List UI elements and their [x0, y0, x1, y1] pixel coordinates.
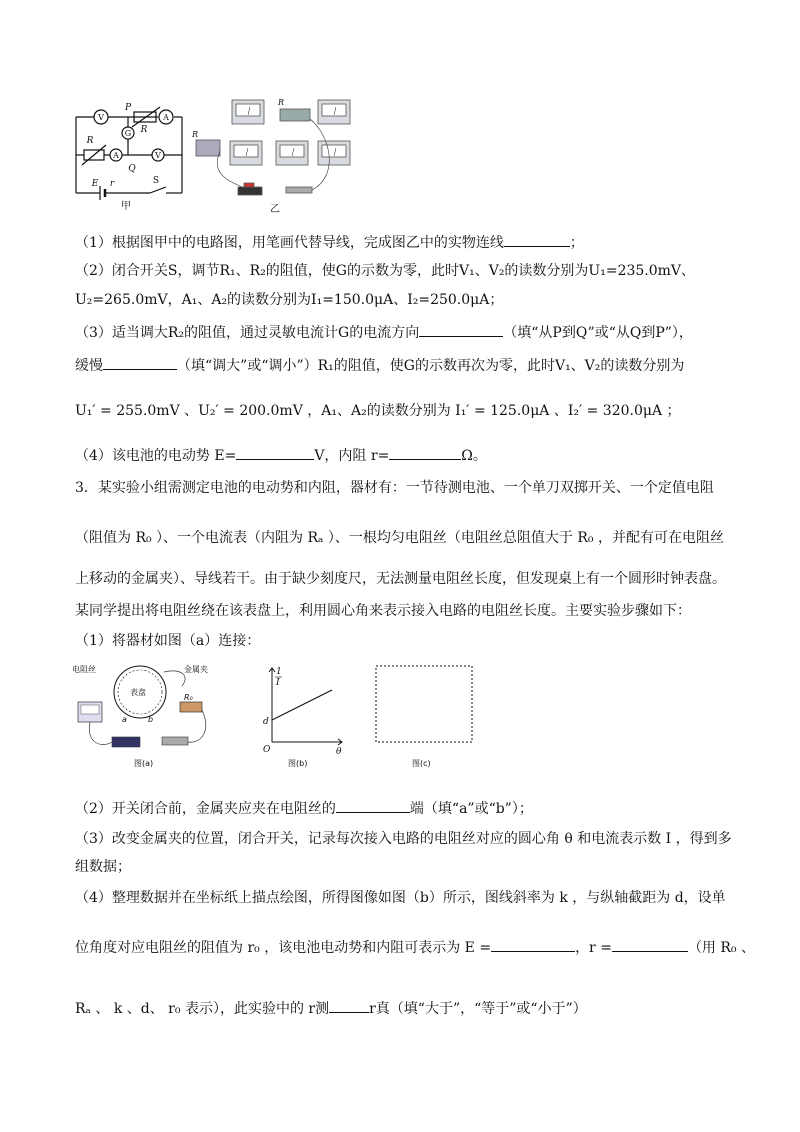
label-clip: 金属夹 — [184, 665, 208, 674]
caption-yi: 乙 — [270, 204, 280, 215]
q3-text-a: （3）适当调大R₂的阻值，通过灵敏电流计G的电流方向 — [75, 325, 420, 341]
q3-line-2 — [75, 355, 684, 376]
q1-text: （1）根据图甲中的电路图，用笔画代替导线，完成图乙中的实物连线 — [75, 235, 504, 251]
p3-line-3: 上移动的金属夹）、导线若干。由于缺少刻度尺，无法测量电阻丝长度，但发现桌上有一个圆形时钟表盘。 — [75, 571, 726, 587]
p3-line-5: （1）将器材如图（a）连接： — [75, 633, 261, 649]
switch-s-label: S — [152, 176, 160, 186]
q1-end: ； — [569, 235, 584, 251]
step4-text-d: Rₐ 、 k 、d、 r₀ 表示），此实验中的 r测 — [75, 1001, 330, 1017]
q2-line-2: U₂=265.0mV，A₁、A₂的读数分别为I₁=150.0μA、I₂=250.0μA； — [75, 292, 504, 308]
galvanometer-g-label: G — [124, 129, 132, 138]
origin-label: O — [263, 745, 271, 755]
step4-r-blank[interactable] — [612, 937, 688, 952]
p3-line-4: 某同学提出将电阻丝绕在该表盘上，利用圆心角来表示接入电路的电阻丝长度。主要实验步骤如下： — [75, 603, 691, 619]
step4-emf-blank[interactable] — [491, 937, 575, 952]
step2-blank[interactable] — [336, 798, 410, 813]
q3-direction-blank[interactable] — [419, 322, 503, 337]
step4-text-e: r真（填“大于”，“等于”或“小于”） — [369, 1001, 587, 1017]
p3-step4-line2 — [75, 937, 755, 958]
q3-text-c: 缓慢 — [75, 358, 103, 374]
q4-line — [75, 445, 487, 466]
q2-line-1: （2）闭合开关S，调节R₁、R₂的阻值，使G的示数为零，此时V₁、V₂的读数分别为U₁=235.0mV、 — [75, 263, 696, 279]
q4-text-b: V，内阻 r= — [314, 448, 390, 464]
r2-box-label: R — [278, 98, 285, 107]
q3-text-d: （填“调大”或“调小”）R₁的阻值，使G的示数再次为零，此时V₁、V₂的读数分别为 — [177, 358, 685, 374]
q3-text-b: （填“从P到Q”或“从Q到P”）， — [503, 325, 693, 341]
resistance-r-label: r — [109, 179, 115, 189]
x-axis-theta-label: θ — [336, 747, 342, 757]
q4-text-c: Ω。 — [461, 448, 487, 464]
q3-line-1 — [75, 322, 693, 343]
apparatus-photo-yi — [190, 95, 360, 215]
circuit-diagram-jia — [70, 95, 190, 210]
voltmeter-v2-label: V — [155, 151, 161, 160]
p3-step2 — [75, 798, 533, 819]
q1-line — [75, 232, 584, 253]
q4-emf-blank[interactable] — [236, 445, 314, 460]
intercept-d-label: d — [263, 717, 269, 727]
y-axis-numerator: 1 — [276, 667, 282, 677]
label-wire: 电阻丝 — [72, 665, 96, 674]
step2-text-a: （2）开关闭合前，金属夹应夹在电阻丝的 — [75, 801, 336, 817]
ammeter-a-label: A — [163, 113, 169, 122]
caption-c: 图(c) — [412, 759, 431, 768]
p3-step3-line1: （3）改变金属夹的位置，闭合开关，记录每次接入电路的电阻丝对应的圆心角 θ 和电流表示数 I ，得到多 — [75, 831, 732, 847]
caption-a: 图(a) — [134, 759, 154, 768]
p3-line-1: 3．某实验小组需测定电池的电动势和内阻，器材有：一节待测电池、一个单刀双掷开关、一个定值电阻 — [75, 480, 714, 496]
p3-step4-line3 — [75, 998, 587, 1019]
label-r0: R₀ — [184, 693, 193, 702]
caption-jia: 甲 — [121, 201, 131, 210]
step4-text-b: ，r = — [575, 940, 612, 956]
p3-line-2: （阻值为 R₀ ）、一个电流表（内阻为 Rₐ ）、一根均匀电阻丝（电阻丝总阻值大于 R₀ ，并配有可在电阻丝 — [75, 530, 724, 546]
r1-label: R — [86, 136, 94, 146]
r1-box-label: R — [192, 130, 199, 139]
q3-line-3: U₁′ = 255.0mV 、U₂′ = 200.0mV ，A₁、A₂的读数分别为 I₁′ = 125.0μA 、I₂′ = 320.0μA ； — [75, 403, 681, 419]
figure-c-blank-grid — [372, 662, 482, 772]
q1-answer-blank[interactable] — [504, 232, 570, 247]
q4-resistance-blank[interactable] — [389, 445, 461, 460]
node-p-label: P — [124, 103, 132, 113]
label-end-a: a — [122, 715, 127, 724]
q4-text-a: （4）该电池的电动势 E= — [75, 448, 237, 464]
p3-step4-line1: （4）整理数据并在坐标纸上描点绘图，所得图像如图（b）所示，图线斜率为 k ，与纵轴截距为 d，设单 — [75, 890, 726, 906]
voltmeter-v-label: V — [98, 113, 104, 122]
figure-a-setup — [72, 662, 222, 772]
figure-b-graph — [258, 662, 348, 772]
p3-step3-line2: 组数据； — [75, 859, 131, 875]
label-end-b: b — [148, 715, 154, 724]
caption-b: 图(b) — [288, 759, 308, 768]
emf-e-label: E — [91, 179, 99, 189]
node-q-label: Q — [128, 164, 136, 174]
q3-adjust-blank[interactable] — [103, 355, 177, 370]
step4-compare-blank[interactable] — [329, 998, 369, 1013]
step4-text-c: （用 R₀ 、 — [687, 940, 755, 956]
step4-text-a: 位角度对应电阻丝的阻值为 r₀ ，该电池电动势和内阻可表示为 E = — [75, 940, 492, 956]
step2-text-b: 端（填“a”或“b”）； — [409, 801, 533, 817]
r2-label: R — [140, 125, 148, 135]
y-axis-denominator: I — [276, 678, 280, 688]
label-dial: 表盘 — [130, 688, 146, 697]
ammeter-a1-label: A — [113, 151, 119, 160]
